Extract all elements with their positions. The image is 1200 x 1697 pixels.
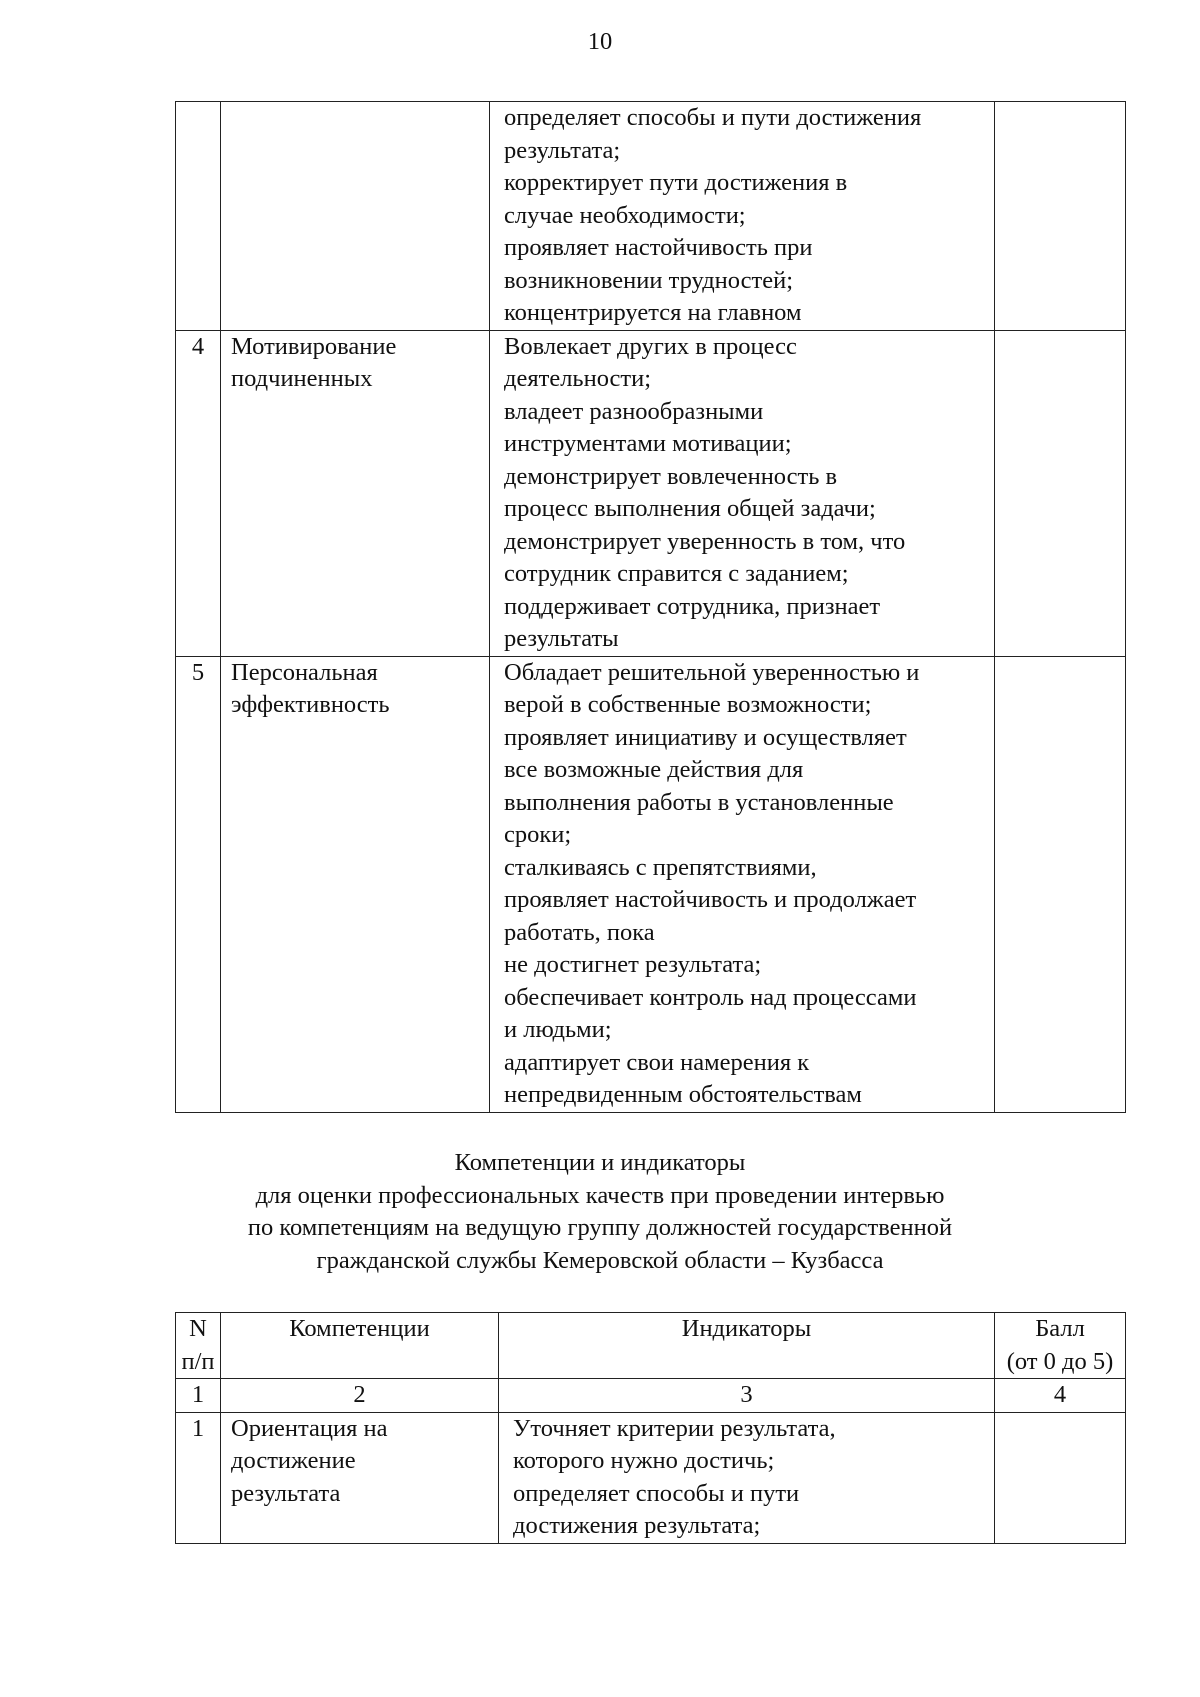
table-index-row bbox=[176, 1379, 1126, 1413]
indicator-line: и людьми; bbox=[504, 1016, 612, 1043]
row-number bbox=[176, 102, 221, 331]
heading-line: гражданской службы Кемеровской области – Кузбасса bbox=[316, 1246, 884, 1274]
indicators-cell bbox=[499, 1412, 995, 1543]
indicator-line: все возможные действия для bbox=[504, 756, 804, 783]
indicator-line: сроки; bbox=[504, 821, 572, 848]
index-cell: 4 bbox=[995, 1379, 1126, 1413]
indicator-line: непредвиденным обстоятельствам bbox=[504, 1081, 862, 1108]
indicator-line: не достигнет результата; bbox=[504, 951, 762, 978]
indicator-line: проявляет инициативу и осуществляет bbox=[504, 723, 907, 751]
header-competence: Компетенции bbox=[221, 1313, 499, 1379]
table-row bbox=[176, 330, 1126, 656]
header-score: Балл (от 0 до 5) bbox=[995, 1313, 1126, 1379]
indicators-cell bbox=[490, 656, 995, 1112]
table-row bbox=[176, 656, 1126, 1112]
indicator-line: достижения результата; bbox=[513, 1512, 761, 1539]
indicator-line: возникновении трудностей; bbox=[504, 266, 794, 294]
table-row bbox=[176, 1412, 1126, 1543]
indicator-line: сталкиваясь с препятствиями, bbox=[504, 853, 817, 881]
competence-line: эффективность bbox=[231, 691, 390, 718]
competence-line: результата bbox=[231, 1479, 341, 1507]
page-number: 10 bbox=[587, 28, 613, 55]
section-heading bbox=[0, 1147, 1200, 1277]
heading-line: по компетенциям на ведущую группу должностей государственной bbox=[247, 1214, 953, 1241]
indicator-line: процесс выполнения общей задачи; bbox=[504, 495, 876, 522]
indicator-line: корректирует пути достижения в bbox=[504, 169, 848, 196]
competence-cell bbox=[221, 330, 490, 656]
indicator-line: инструментами мотивации; bbox=[504, 430, 792, 457]
row-number: 4 bbox=[176, 330, 221, 656]
indicator-line: обеспечивает контроль над процессами bbox=[504, 983, 917, 1011]
indicator-line: проявляет настойчивость и продолжает bbox=[504, 886, 917, 913]
indicator-line: Уточняет критерии результата, bbox=[513, 1414, 836, 1442]
indicator-line: демонстрирует вовлеченность в bbox=[504, 462, 838, 490]
competence-line: Мотивирование bbox=[231, 332, 397, 360]
indicator-line: концентрируется на главном bbox=[504, 299, 802, 326]
indicator-line: определяет способы и пути bbox=[513, 1479, 800, 1507]
competence-cell bbox=[221, 102, 490, 331]
header-num: N п/п bbox=[176, 1313, 221, 1379]
indicator-line: поддерживает сотрудника, признает bbox=[504, 592, 881, 620]
indicator-line: владеет разнообразными bbox=[504, 397, 764, 425]
competence-line: Персональная bbox=[231, 658, 378, 686]
heading-line: Компетенции и индикаторы bbox=[454, 1149, 746, 1176]
indicator-line: случае необходимости; bbox=[504, 201, 746, 229]
index-cell: 1 bbox=[176, 1379, 221, 1413]
indicator-line: адаптирует свои намерения к bbox=[504, 1048, 810, 1076]
competence-line: достижение bbox=[231, 1447, 356, 1474]
competence-line: Ориентация на bbox=[231, 1414, 388, 1442]
score-cell bbox=[995, 1412, 1126, 1543]
indicators-table-continued bbox=[175, 101, 1126, 1113]
indicator-line: определяет способы и пути достижения bbox=[504, 104, 922, 131]
indicator-line: результата; bbox=[504, 136, 621, 164]
indicator-line: Обладает решительной уверенностью и bbox=[504, 658, 920, 686]
header-indicators: Индикаторы bbox=[499, 1313, 995, 1379]
indicator-line: выполнения работы в установленные bbox=[504, 788, 894, 816]
index-cell: 2 bbox=[221, 1379, 499, 1413]
competence-cell bbox=[221, 656, 490, 1112]
indicator-line: деятельности; bbox=[504, 365, 652, 392]
table-header-row bbox=[176, 1313, 1126, 1379]
heading-line: для оценки профессиональных качеств при проведении интервью bbox=[255, 1181, 945, 1209]
indicator-line: результаты bbox=[504, 625, 619, 652]
competence-line: подчиненных bbox=[231, 365, 373, 392]
score-cell bbox=[995, 330, 1126, 656]
indicators-cell bbox=[490, 102, 995, 331]
score-cell bbox=[995, 102, 1126, 331]
table-row bbox=[176, 102, 1126, 331]
row-number: 5 bbox=[176, 656, 221, 1112]
indicator-line: которого нужно достичь; bbox=[513, 1447, 775, 1474]
indicator-line: Вовлекает других в процесс bbox=[504, 332, 797, 360]
score-cell bbox=[995, 656, 1126, 1112]
indicator-line: демонстрирует уверенность в том, что bbox=[504, 527, 906, 555]
indicator-line: верой в собственные возможности; bbox=[504, 691, 872, 718]
row-number: 1 bbox=[176, 1412, 221, 1543]
index-cell: 3 bbox=[499, 1379, 995, 1413]
competence-indicators-table bbox=[175, 1312, 1126, 1544]
competence-cell bbox=[221, 1412, 499, 1543]
indicators-cell bbox=[490, 330, 995, 656]
indicator-line: проявляет настойчивость при bbox=[504, 234, 813, 261]
indicator-line: работать, пока bbox=[504, 918, 655, 946]
indicator-line: сотрудник справится с заданием; bbox=[504, 560, 849, 587]
